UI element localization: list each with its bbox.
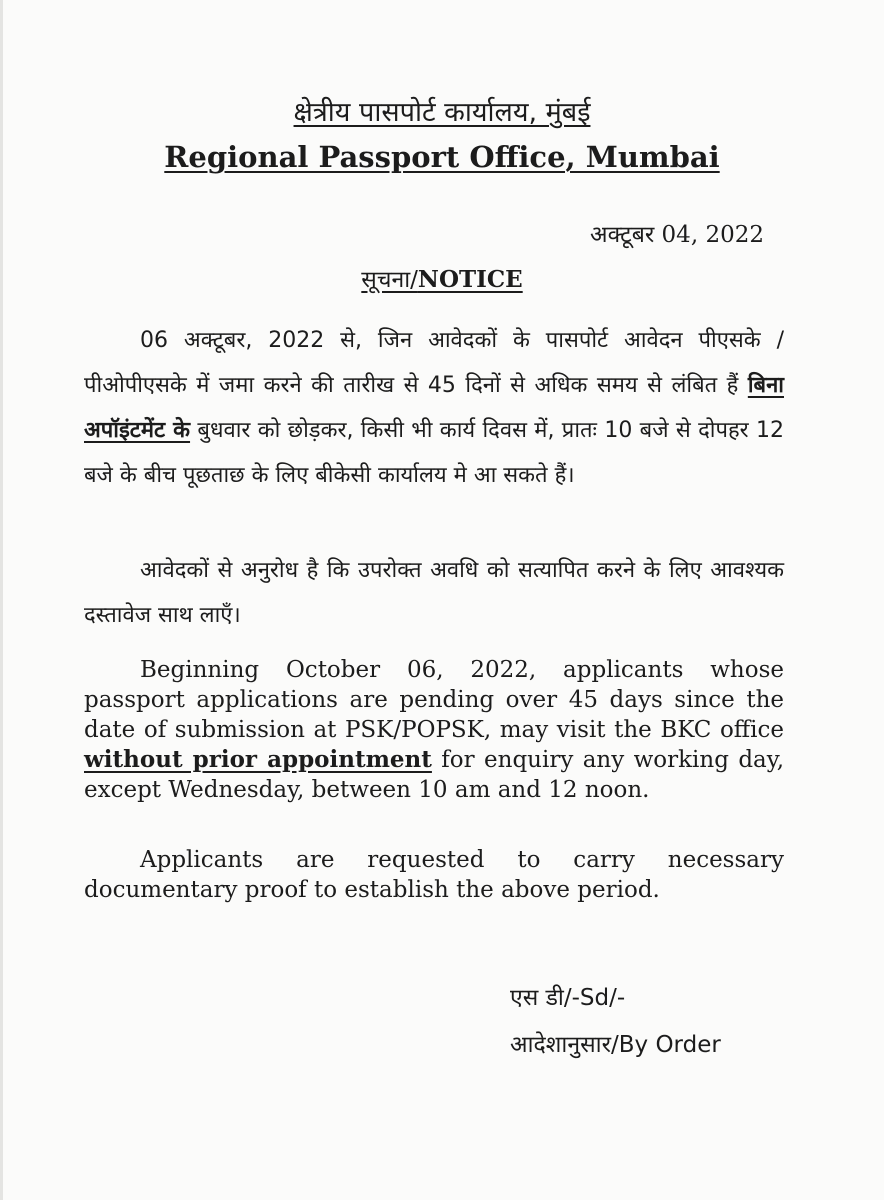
signature-by-order: आदेशानुसार/By Order (510, 1032, 721, 1058)
notice-heading-english: NOTICE (417, 266, 523, 293)
hindi-paragraph-1 (84, 318, 784, 498)
hindi-p1-text-after: बुधवार को छोड़कर, किसी भी कार्य दिवस में, प्रातः 10 बजे से दोपहर 12 बजे के बीच पूछताछ के लिए बीकेसी कार्यालय मे आ सकते हैं। (84, 418, 784, 488)
english-p2-text: Applicants are requested to carry necessary documentary proof to establish the above period. (84, 847, 784, 903)
office-title-english: Regional Passport Office, Mumbai (164, 140, 720, 174)
hindi-p2-text: आवेदकों से अनुरोध है कि उपरोक्त अवधि को सत्यापित करने के लिए आवश्यक दस्तावेज साथ लाएँ। (84, 558, 784, 628)
office-title-hindi: क्षेत्रीय पासपोर्ट कार्यालय, मुंबई (293, 97, 591, 128)
english-paragraph-1 (84, 655, 784, 805)
english-p1-text-before: Beginning October 06, 2022, applicants whose passport applications are pending over 45 days since the date of submission at PSK/POPSK, may visit the BKC office (84, 657, 784, 743)
english-paragraph-2 (84, 845, 784, 905)
notice-date: अक्टूबर 04, 2022 (590, 222, 764, 248)
english-p1-emphasis: without prior appointment (84, 746, 432, 773)
hindi-p1-emphasis: बिना अपॉइंटमेंट के (84, 373, 784, 443)
signature-sd: एस डी/-Sd/- (510, 985, 626, 1011)
page-edge (0, 0, 3, 1200)
hindi-p1-text-before: 06 अक्टूबर, 2022 से, जिन आवेदकों के पासपोर्ट आवेदन पीएसके / पीओपीएसके में जमा करने की तारीख से 45 दिनों से अधिक समय से लंबित हैं (84, 328, 784, 398)
hindi-paragraph-2 (84, 548, 784, 638)
notice-heading (0, 262, 884, 294)
notice-heading-hindi: सूचना/ (361, 267, 418, 293)
english-p1-text-after: for enquiry any working day, except Wednesday, between 10 am and 12 noon. (84, 747, 785, 803)
